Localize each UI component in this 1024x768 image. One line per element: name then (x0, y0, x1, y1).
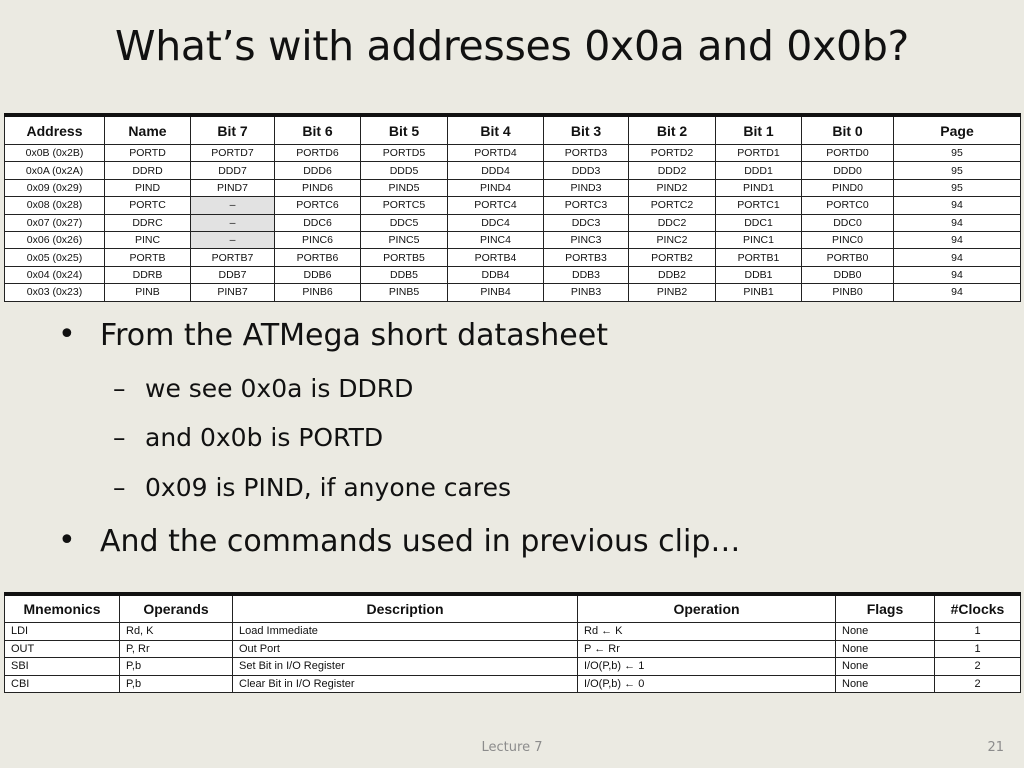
column-header: Bit 5 (361, 115, 448, 145)
register-cell: PORTB (105, 249, 191, 266)
column-header: Address (5, 115, 105, 145)
bullet-marker: • (58, 523, 76, 558)
register-cell: DDB7 (191, 266, 275, 283)
instruction-cell: Rd ← K (578, 623, 836, 641)
instruction-row (5, 658, 1021, 676)
instruction-cell: 2 (935, 658, 1021, 676)
register-table-header-row (5, 115, 1021, 145)
register-cell: PINB6 (275, 284, 361, 301)
instruction-table-header-row (5, 594, 1021, 623)
register-cell: PIND6 (275, 179, 361, 196)
instruction-cell: Out Port (233, 640, 578, 658)
sub-bullet-marker: – (113, 473, 126, 502)
instruction-cell: None (836, 623, 935, 641)
instruction-cell: Set Bit in I/O Register (233, 658, 578, 676)
instruction-cell: None (836, 675, 935, 693)
column-header: Page (894, 115, 1021, 145)
slide-number: 21 (987, 740, 1004, 755)
register-cell: PIND0 (802, 179, 894, 196)
register-cell: 94 (894, 266, 1021, 283)
register-cell: DDC2 (629, 214, 716, 231)
register-cell: 94 (894, 284, 1021, 301)
register-cell: PORTD (105, 145, 191, 162)
register-cell: – (191, 231, 275, 248)
register-cell: PORTD4 (448, 145, 544, 162)
register-cell: – (191, 214, 275, 231)
register-cell: DDD4 (448, 162, 544, 179)
instruction-table-body (5, 623, 1021, 693)
register-cell: DDD6 (275, 162, 361, 179)
column-header: Flags (836, 594, 935, 623)
register-row (5, 145, 1021, 162)
register-cell: DDD7 (191, 162, 275, 179)
instruction-set-table (4, 592, 1020, 693)
register-cell: 94 (894, 249, 1021, 266)
instruction-row (5, 675, 1021, 693)
register-cell: DDRD (105, 162, 191, 179)
instruction-cell: None (836, 640, 935, 658)
column-header: Bit 1 (716, 115, 802, 145)
register-cell: PINC6 (275, 231, 361, 248)
instruction-cell: 2 (935, 675, 1021, 693)
register-cell: DDC6 (275, 214, 361, 231)
register-cell: PINB4 (448, 284, 544, 301)
instruction-cell: LDI (5, 623, 120, 641)
register-cell: PORTB3 (544, 249, 629, 266)
register-row (5, 231, 1021, 248)
register-cell: 0x05 (0x25) (5, 249, 105, 266)
register-cell: PORTD1 (716, 145, 802, 162)
register-cell: PORTD5 (361, 145, 448, 162)
column-header: Name (105, 115, 191, 145)
column-header: Bit 3 (544, 115, 629, 145)
instruction-cell: SBI (5, 658, 120, 676)
register-cell: 0x03 (0x23) (5, 284, 105, 301)
sub-bullet-marker: – (113, 374, 126, 403)
register-cell: PINC4 (448, 231, 544, 248)
instruction-cell: I/O(P,b) ← 1 (578, 658, 836, 676)
register-cell: PORTC6 (275, 197, 361, 214)
register-cell: DDC1 (716, 214, 802, 231)
slide-title: What’s with addresses 0x0a and 0x0b? (114, 22, 910, 70)
register-cell: 94 (894, 197, 1021, 214)
register-cell: PORTB7 (191, 249, 275, 266)
register-cell: PORTC1 (716, 197, 802, 214)
register-cell: PIND7 (191, 179, 275, 196)
instruction-cell: Rd, K (120, 623, 233, 641)
register-row (5, 162, 1021, 179)
register-cell: 0x04 (0x24) (5, 266, 105, 283)
register-cell: PINC1 (716, 231, 802, 248)
register-cell: PIND2 (629, 179, 716, 196)
register-row (5, 266, 1021, 283)
register-cell: PORTB6 (275, 249, 361, 266)
register-cell: PINB3 (544, 284, 629, 301)
column-header: Operation (578, 594, 836, 623)
register-cell: PINC2 (629, 231, 716, 248)
register-cell: DDB6 (275, 266, 361, 283)
sub-bullet-text: we see 0x0a is DDRD (145, 374, 414, 403)
footer-lecture-label: Lecture 7 (481, 740, 543, 755)
register-cell: PINC0 (802, 231, 894, 248)
register-cell: DDD3 (544, 162, 629, 179)
register-cell: 0x07 (0x27) (5, 214, 105, 231)
instruction-cell: P, Rr (120, 640, 233, 658)
instruction-cell: P,b (120, 675, 233, 693)
register-cell: DDB1 (716, 266, 802, 283)
register-cell: PIND4 (448, 179, 544, 196)
register-cell: PORTB5 (361, 249, 448, 266)
column-header: Mnemonics (5, 594, 120, 623)
register-cell: – (191, 197, 275, 214)
register-cell: DDC0 (802, 214, 894, 231)
register-cell: PORTB4 (448, 249, 544, 266)
register-summary-table (4, 113, 1020, 302)
instruction-cell: Clear Bit in I/O Register (233, 675, 578, 693)
register-cell: DDB0 (802, 266, 894, 283)
register-cell: 0x0A (0x2A) (5, 162, 105, 179)
register-cell: PINB5 (361, 284, 448, 301)
register-row (5, 197, 1021, 214)
register-cell: PINB7 (191, 284, 275, 301)
sub-bullet-text: 0x09 is PIND, if anyone cares (145, 473, 511, 502)
register-cell: PIND (105, 179, 191, 196)
column-header: Description (233, 594, 578, 623)
instruction-cell: None (836, 658, 935, 676)
register-cell: PINB1 (716, 284, 802, 301)
column-header: Operands (120, 594, 233, 623)
instruction-cell: P ← Rr (578, 640, 836, 658)
column-header: Bit 4 (448, 115, 544, 145)
register-cell: 0x06 (0x26) (5, 231, 105, 248)
register-row (5, 179, 1021, 196)
register-cell: DDC3 (544, 214, 629, 231)
register-cell: PIND5 (361, 179, 448, 196)
register-cell: DDD5 (361, 162, 448, 179)
register-cell: PORTC4 (448, 197, 544, 214)
column-header: #Clocks (935, 594, 1021, 623)
register-cell: PORTC2 (629, 197, 716, 214)
register-cell: PORTD3 (544, 145, 629, 162)
register-cell: PINC (105, 231, 191, 248)
register-cell: PORTC (105, 197, 191, 214)
register-cell: PORTB2 (629, 249, 716, 266)
register-cell: PORTC5 (361, 197, 448, 214)
register-cell: PORTB0 (802, 249, 894, 266)
register-cell: DDRB (105, 266, 191, 283)
register-cell: PINC3 (544, 231, 629, 248)
sub-bullet-text: and 0x0b is PORTD (145, 423, 384, 452)
instruction-cell: CBI (5, 675, 120, 693)
register-cell: 0x0B (0x2B) (5, 145, 105, 162)
register-cell: DDRC (105, 214, 191, 231)
register-table-body (5, 145, 1021, 302)
instruction-row (5, 623, 1021, 641)
instruction-cell: Load Immediate (233, 623, 578, 641)
register-cell: PORTC3 (544, 197, 629, 214)
register-row (5, 284, 1021, 301)
instruction-row (5, 640, 1021, 658)
instruction-cell: P,b (120, 658, 233, 676)
column-header: Bit 6 (275, 115, 361, 145)
register-cell: PIND3 (544, 179, 629, 196)
register-cell: DDD1 (716, 162, 802, 179)
register-cell: DDC5 (361, 214, 448, 231)
register-cell: PIND1 (716, 179, 802, 196)
register-cell: 0x08 (0x28) (5, 197, 105, 214)
register-cell: PORTD2 (629, 145, 716, 162)
register-cell: PORTD6 (275, 145, 361, 162)
register-cell: PORTB1 (716, 249, 802, 266)
register-cell: DDB5 (361, 266, 448, 283)
register-cell: PINC5 (361, 231, 448, 248)
register-cell: 95 (894, 145, 1021, 162)
register-cell: PINB0 (802, 284, 894, 301)
register-cell: DDC4 (448, 214, 544, 231)
register-row (5, 214, 1021, 231)
register-cell: PORTD7 (191, 145, 275, 162)
register-cell: PINB2 (629, 284, 716, 301)
register-cell: PORTD0 (802, 145, 894, 162)
instruction-cell: 1 (935, 640, 1021, 658)
instruction-cell: 1 (935, 623, 1021, 641)
register-cell: DDB3 (544, 266, 629, 283)
sub-bullet-marker: – (113, 423, 126, 452)
register-cell: PINB (105, 284, 191, 301)
instruction-cell: I/O(P,b) ← 0 (578, 675, 836, 693)
register-table (4, 113, 1021, 302)
register-cell: DDB4 (448, 266, 544, 283)
register-cell: PORTC0 (802, 197, 894, 214)
bullet-text: And the commands used in previous clip… (100, 524, 741, 559)
column-header: Bit 0 (802, 115, 894, 145)
register-row (5, 249, 1021, 266)
register-cell: 0x09 (0x29) (5, 179, 105, 196)
bullet-marker: • (58, 317, 76, 352)
bullet-text: From the ATMega short datasheet (100, 318, 608, 353)
register-cell: DDD2 (629, 162, 716, 179)
register-cell: 94 (894, 231, 1021, 248)
register-cell: DDD0 (802, 162, 894, 179)
register-cell: 95 (894, 162, 1021, 179)
column-header: Bit 7 (191, 115, 275, 145)
instruction-cell: OUT (5, 640, 120, 658)
register-cell: 95 (894, 179, 1021, 196)
register-cell: DDB2 (629, 266, 716, 283)
instruction-table (4, 592, 1021, 693)
register-cell: 94 (894, 214, 1021, 231)
column-header: Bit 2 (629, 115, 716, 145)
